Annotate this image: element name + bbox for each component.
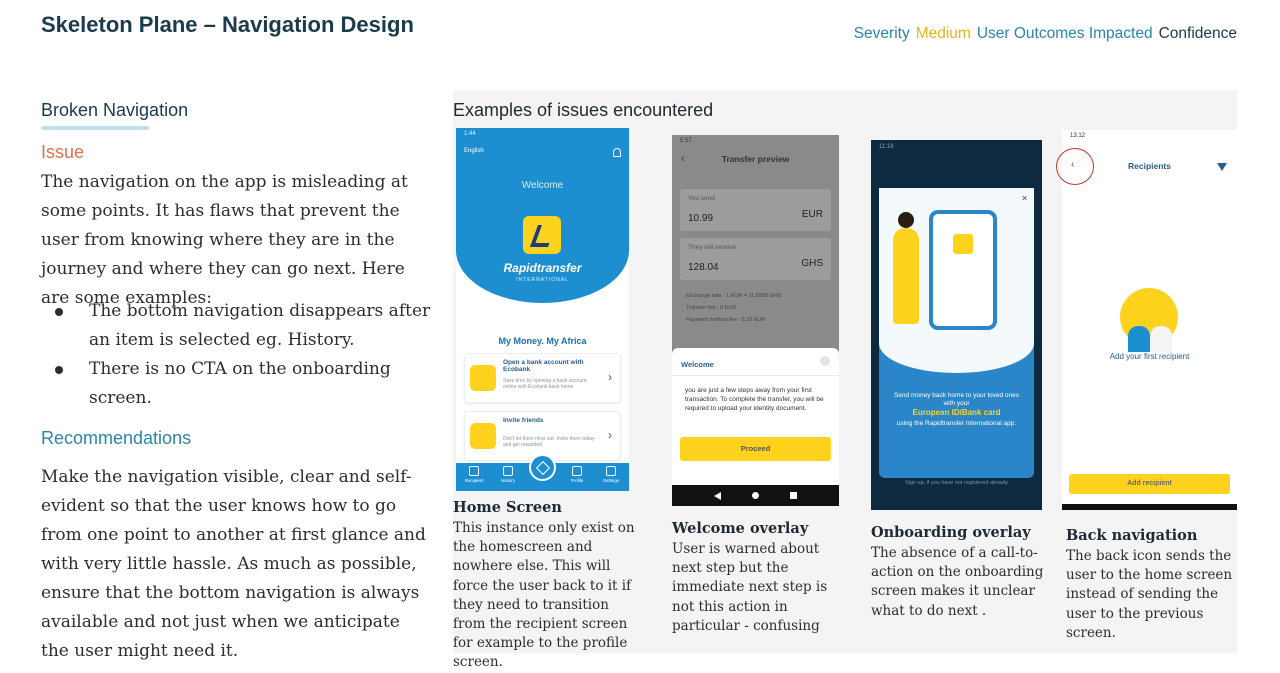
status-bar: 1:44 [464, 131, 476, 137]
phone-illustration [929, 210, 997, 330]
welcome-overlay-screenshot [672, 135, 839, 506]
back-navigation-screenshot [1062, 130, 1237, 510]
brand-name: Rapidtransfer [503, 261, 582, 275]
status-bar: 11:18 [879, 144, 894, 150]
send-currency: EUR [801, 209, 823, 220]
nav-recipient: Recipient [459, 466, 489, 483]
card-subtitle: Don't let them miss out. Invite them today and get rewarded [503, 436, 595, 448]
bottom-bar [1062, 504, 1237, 510]
slide-title: Skeleton Plane – Navigation Design [41, 12, 414, 37]
empty-state-text: Add your first recipient [1109, 352, 1190, 361]
filter-icon [1217, 163, 1227, 171]
onboarding-card [879, 188, 1034, 478]
brand-logo-icon [523, 216, 561, 254]
send-icon [529, 454, 556, 481]
send-value: 10.99 [688, 213, 714, 224]
close-icon: ✕ [1021, 194, 1028, 203]
signup-footer: Sign up, if you have not registered already [904, 480, 1009, 486]
chevron-right-icon: › [608, 428, 612, 442]
fee-line: Exchange rate : 1 EUR = 11.6508 GHS [686, 293, 782, 299]
examples-title: Examples of issues encountered [453, 100, 714, 120]
caption-text: The absence of a call-to-action on the onboarding screen makes it unclear what to do next . [871, 545, 1044, 619]
welcome-text: Welcome [521, 180, 564, 191]
status-bar: 5:57 [680, 138, 692, 144]
system-nav-bar [672, 485, 839, 506]
severity-label: Severity [853, 25, 910, 42]
fee-line: Payment method fee : 0.33 EUR [686, 317, 766, 323]
receive-label: They will receive [688, 244, 737, 251]
onboarding-text-2: using the Rapidtransfer International app. [896, 420, 1017, 427]
recommendations-heading: Recommendations [41, 428, 192, 448]
divider [672, 375, 839, 376]
home-circle-icon [752, 492, 759, 499]
caption-heading: Home Screen [453, 499, 562, 516]
meta-bar [848, 25, 1237, 43]
nav-history: History [493, 466, 523, 483]
bell-icon [613, 148, 621, 157]
chevron-left-icon: ‹ [681, 153, 685, 165]
sheet-text: you are just a few steps away from your first transaction. To complete the transfer, you will be required to upload your identity document. [685, 387, 824, 412]
issue-text: The navigation on the app is misleading at some points. It has flaws that prevent the user from knowing where they are in the journey and where they can go next. Here are some examples: [41, 172, 408, 308]
sheet-title: Welcome [681, 360, 714, 369]
issue-bullets [41, 297, 431, 413]
home-screen-screenshot [456, 128, 629, 491]
caption-heading: Onboarding overlay [871, 524, 1031, 541]
section-heading: Broken Navigation [41, 100, 189, 120]
close-icon [820, 356, 830, 366]
status-bar: 13:12 [1070, 133, 1086, 139]
proceed-button: Proceed [680, 437, 831, 461]
caption-text: This instance only exist on the homescreen and nowhere else. This will force the user back to it if they need to transition from the recipient screen for example to the profile screen. [453, 520, 635, 671]
highlight-circle [1056, 148, 1094, 185]
nav-profile: Profile [562, 466, 592, 483]
onboarding-highlight: European ID/Bank card [912, 408, 1001, 417]
onboarding-text: Send money back home to your loved ones with your [893, 392, 1020, 407]
send-label: You send [688, 195, 715, 202]
invite-icon [470, 423, 496, 449]
section-underline [41, 126, 149, 130]
bank-account-card [464, 353, 621, 403]
bullet-item: There is no CTA on the onboarding screen. [41, 355, 431, 413]
fee-line: Transfer fee : 0 EUR [686, 305, 737, 311]
issue-heading: Issue [41, 142, 85, 162]
screen-title: Recipients [1128, 161, 1171, 171]
brand-subtitle: INTERNATIONAL [516, 277, 569, 283]
person-illustration [893, 228, 919, 324]
screen-title: Transfer preview [721, 154, 790, 164]
recipients-illustration [1120, 288, 1178, 346]
caption-text: The back icon sends the user to the home screen instead of sending the user to the previous screen. [1066, 548, 1233, 641]
caption-heading: Back navigation [1066, 527, 1198, 544]
severity-value: Medium [915, 25, 971, 42]
recommendations-text: Make the navigation visible, clear and self-evident so that the user knows how to go from one point to another at first glance and with very little hassle. As much as possible, ensure that the bottom navigation is always available and not just when we anticipate the user might need it. [41, 467, 426, 661]
bullet-item: The bottom navigation disappears after an item is selected eg. History. [41, 297, 431, 355]
card-subtitle: Save time by opening a bank account online with Ecobank back home [503, 378, 587, 390]
card-title: Invite friends [503, 417, 544, 424]
receive-value: 128.04 [688, 262, 719, 273]
card-title: Open a bank account with Ecobank [503, 359, 584, 373]
receive-currency: GHS [801, 258, 823, 269]
chevron-left-icon: ‹ [1071, 159, 1075, 170]
back-triangle-icon [714, 492, 721, 500]
chevron-right-icon: › [608, 370, 612, 384]
nav-settings: Settings [596, 466, 626, 483]
bank-icon [470, 365, 496, 391]
caption-text: User is warned about next step but the immediate next step is not this action in particular - confusing [672, 541, 828, 634]
recents-square-icon [790, 492, 797, 499]
tagline: My Money. My Africa [498, 336, 587, 346]
language-selector: English [464, 148, 484, 154]
caption-heading: Welcome overlay [672, 520, 809, 537]
add-recipient-button: Add recipient [1069, 474, 1230, 494]
onboarding-overlay-screenshot [871, 140, 1042, 510]
confidence-label: Confidence [1158, 25, 1237, 42]
outcomes-label: User Outcomes Impacted [976, 25, 1153, 42]
welcome-sheet [672, 348, 839, 485]
